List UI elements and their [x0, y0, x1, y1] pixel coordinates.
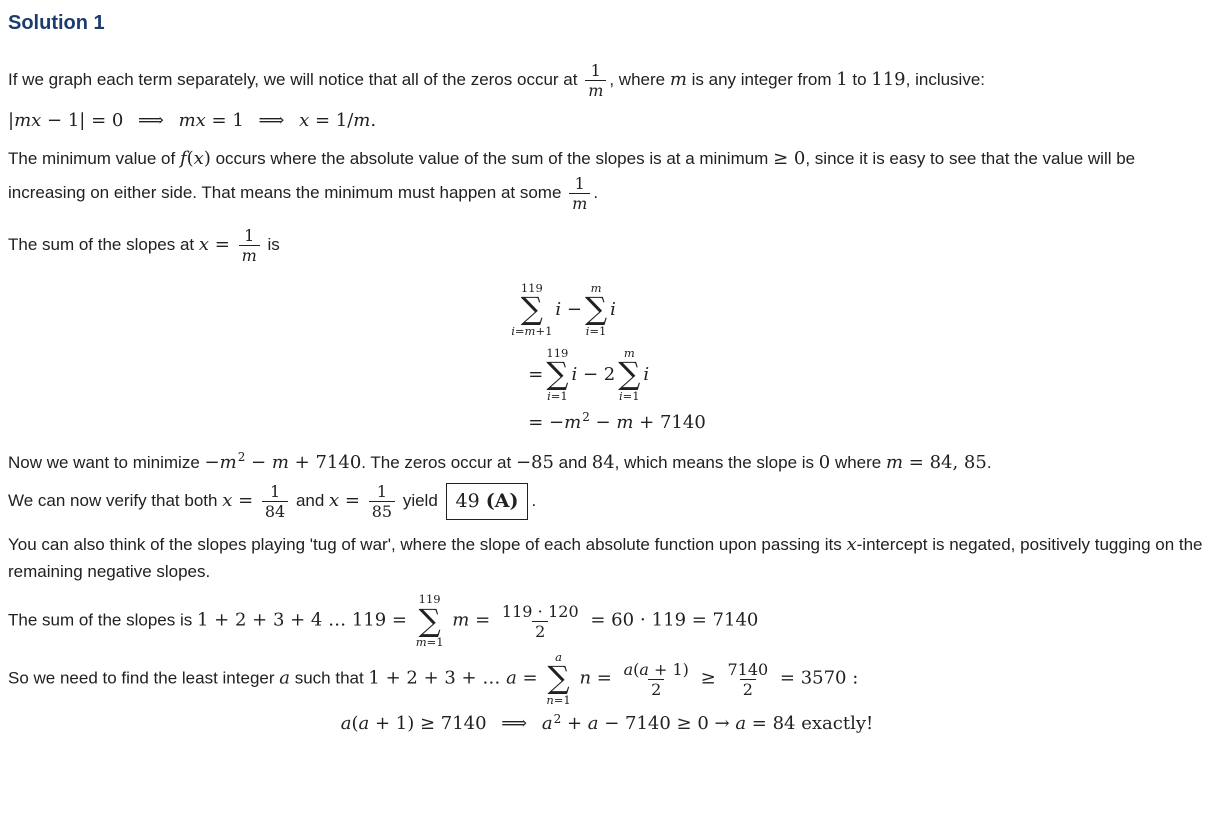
display-line-3	[528, 412, 706, 433]
sigma-icon: ∑	[584, 291, 608, 328]
text-run: yield	[398, 490, 443, 510]
text-run: , where	[609, 70, 670, 90]
math-run: i	[610, 299, 616, 321]
summation	[416, 593, 444, 649]
paragraph-sum-of-slopes	[8, 225, 1206, 266]
math-run: = 3570 :	[774, 667, 859, 689]
fraction-denominator: 85	[369, 501, 395, 521]
math-run: = 60 ⋅ 119 = 7140	[584, 609, 759, 631]
fraction-numerator: 1	[244, 225, 255, 245]
text-run: is any integer from	[686, 70, 837, 90]
math-run: 0	[818, 451, 831, 473]
text-run: to	[847, 70, 872, 90]
fraction-denominator: m	[585, 80, 606, 100]
sum-lower-limit: i=1	[618, 388, 640, 403]
sum-lower-limit: n=1	[546, 692, 571, 707]
paragraph-verify-answer	[8, 481, 1206, 522]
math-run: n =	[573, 667, 618, 689]
paragraph-least-integer	[8, 651, 1206, 707]
fraction-1-over-m	[239, 226, 260, 265]
boxed-answer: 49 (A)	[446, 483, 529, 520]
math-run: i	[643, 364, 650, 386]
sum-upper-limit: 119	[520, 281, 543, 296]
math-run: −85	[515, 451, 554, 473]
math-run: 119	[871, 69, 906, 91]
sum-lower-limit: i=1	[547, 388, 568, 403]
paragraph-minimize	[8, 449, 1206, 476]
fraction-denominator: 84	[262, 501, 288, 521]
math-run: = $-m^2 - m + 7140$	[528, 410, 706, 433]
math-run: 1 + 2 + 3 + … a =	[368, 667, 544, 689]
sigma-icon: ∑	[547, 660, 570, 697]
math-run: 1 + 2 + 3 + 4 … 119 =	[196, 609, 413, 631]
math-run: a(a + 1) ≥ 7140 ⟹ $a^2 + a - 7140 \ge 0 \to a = 84$ exactly!	[340, 711, 874, 735]
fraction-1-over-85	[369, 482, 395, 521]
summation	[618, 347, 640, 403]
display-line-1	[508, 282, 706, 338]
math-run-x-equals: x =	[329, 489, 366, 511]
math-run-x-equals: x =	[222, 489, 259, 511]
paragraph-intro	[8, 60, 1206, 101]
fraction-7140-over-2	[724, 660, 771, 699]
text-run: The minimum value of	[8, 149, 180, 169]
text-run: . The zeros occur at	[361, 452, 516, 472]
text-run: .	[986, 452, 992, 472]
summation	[546, 347, 568, 403]
fraction-numerator: a(a + 1)	[623, 659, 689, 679]
fraction-1-over-m	[585, 61, 606, 100]
text-run: The sum of the slopes is	[8, 610, 197, 630]
sigma-icon: ∑	[418, 602, 441, 639]
sum-upper-limit: 119	[418, 592, 441, 607]
fraction-denominator: m	[569, 193, 590, 213]
fraction-denominator: 2	[648, 679, 664, 699]
fraction-numerator: 1	[590, 61, 601, 80]
text-run: , since it is easy to see that the value will be increasing on either side. That means the minimum must happen at some	[8, 149, 1136, 203]
text-run: Now we want to minimize	[8, 452, 205, 472]
fraction-aa1-over-2	[621, 660, 692, 699]
math-run-geq0: ≥ 0	[773, 148, 806, 170]
text-run: .	[593, 183, 599, 203]
math-run: |mx − 1| = 0 ⟹ mx = 1 ⟹ x = 1/m.	[8, 110, 377, 132]
sigma-icon: ∑	[618, 356, 641, 393]
paragraph-slope-total	[8, 593, 1206, 649]
sum-lower-limit: i=m+1	[511, 323, 553, 338]
math-run: 84	[591, 451, 615, 473]
fraction-numerator: 1	[376, 481, 387, 501]
fraction-denominator: 2	[740, 679, 756, 699]
display-equation-final	[341, 713, 873, 734]
sum-lower-limit: i=1	[585, 323, 607, 338]
text-run: , inclusive:	[905, 70, 986, 90]
display-line-2	[528, 347, 706, 403]
equation-zeros	[8, 107, 1206, 134]
math-run-a: a	[279, 667, 290, 689]
math-run-fx: f(x)	[179, 148, 211, 170]
fraction-119-120-over-2	[499, 602, 582, 641]
fraction-denominator: m	[239, 245, 260, 265]
math-run: m = 84, 85	[885, 451, 987, 473]
fraction-numerator: 7140	[727, 659, 769, 679]
text-run: where	[830, 452, 886, 472]
fraction-1-over-m	[569, 174, 590, 213]
paragraph-minimum	[8, 145, 1206, 214]
fraction-numerator: 1	[269, 481, 281, 501]
text-run: and	[553, 452, 592, 472]
math-run: =	[528, 364, 544, 386]
text-run: is	[262, 234, 280, 254]
text-run: -intercept is negated, positively tugging on the remaining negative slopes.	[8, 535, 1203, 582]
sum-upper-limit: a	[555, 650, 562, 665]
text-run: occurs where the absolute value of the sum of the slopes is at a minimum	[210, 149, 774, 169]
fraction-1-over-84	[262, 482, 288, 521]
math-run: m =	[446, 609, 496, 631]
display-equation-block	[508, 282, 706, 433]
sum-upper-limit: 119	[546, 345, 569, 360]
math-run: m	[669, 69, 687, 91]
math-run: 1	[836, 69, 848, 91]
sum-upper-limit: m	[590, 281, 602, 296]
text-run: , which means the slope is	[614, 452, 819, 472]
math-run-x-equals: x =	[198, 233, 236, 255]
math-run: $-m^2 - m + 7140$	[204, 450, 362, 473]
text-run: You can also think of the slopes playing 'tug of war', where the slope of each absolute function upon passing its	[8, 535, 847, 555]
fraction-denominator: 2	[532, 621, 548, 641]
math-run-x: x	[846, 534, 857, 556]
paragraph-tug-of-war	[8, 531, 1206, 585]
text-run: If we graph each term separately, we will notice that all of the zeros occur at	[8, 70, 583, 90]
text-run: such that	[289, 668, 369, 688]
text-run: .	[531, 490, 537, 510]
sum-upper-limit: m	[623, 345, 635, 360]
sum-lower-limit: m=1	[415, 635, 444, 650]
math-run: i − 2	[571, 364, 616, 386]
math-run: ≥	[694, 667, 722, 689]
text-run: So we need to find the least integer	[8, 668, 280, 688]
summation	[546, 651, 570, 707]
math-run: i −	[555, 299, 582, 321]
sigma-icon: ∑	[546, 356, 569, 393]
summation	[585, 282, 607, 338]
sigma-icon: ∑	[520, 291, 543, 328]
page-title: Solution 1	[8, 12, 105, 34]
summation	[511, 282, 552, 338]
fraction-numerator: 119 ⋅ 120	[501, 601, 579, 621]
text-run: The sum of the slopes at	[8, 234, 199, 254]
text-run: and	[291, 490, 330, 510]
text-run: We can now verify that both	[8, 490, 223, 510]
fraction-numerator: 1	[574, 174, 585, 194]
